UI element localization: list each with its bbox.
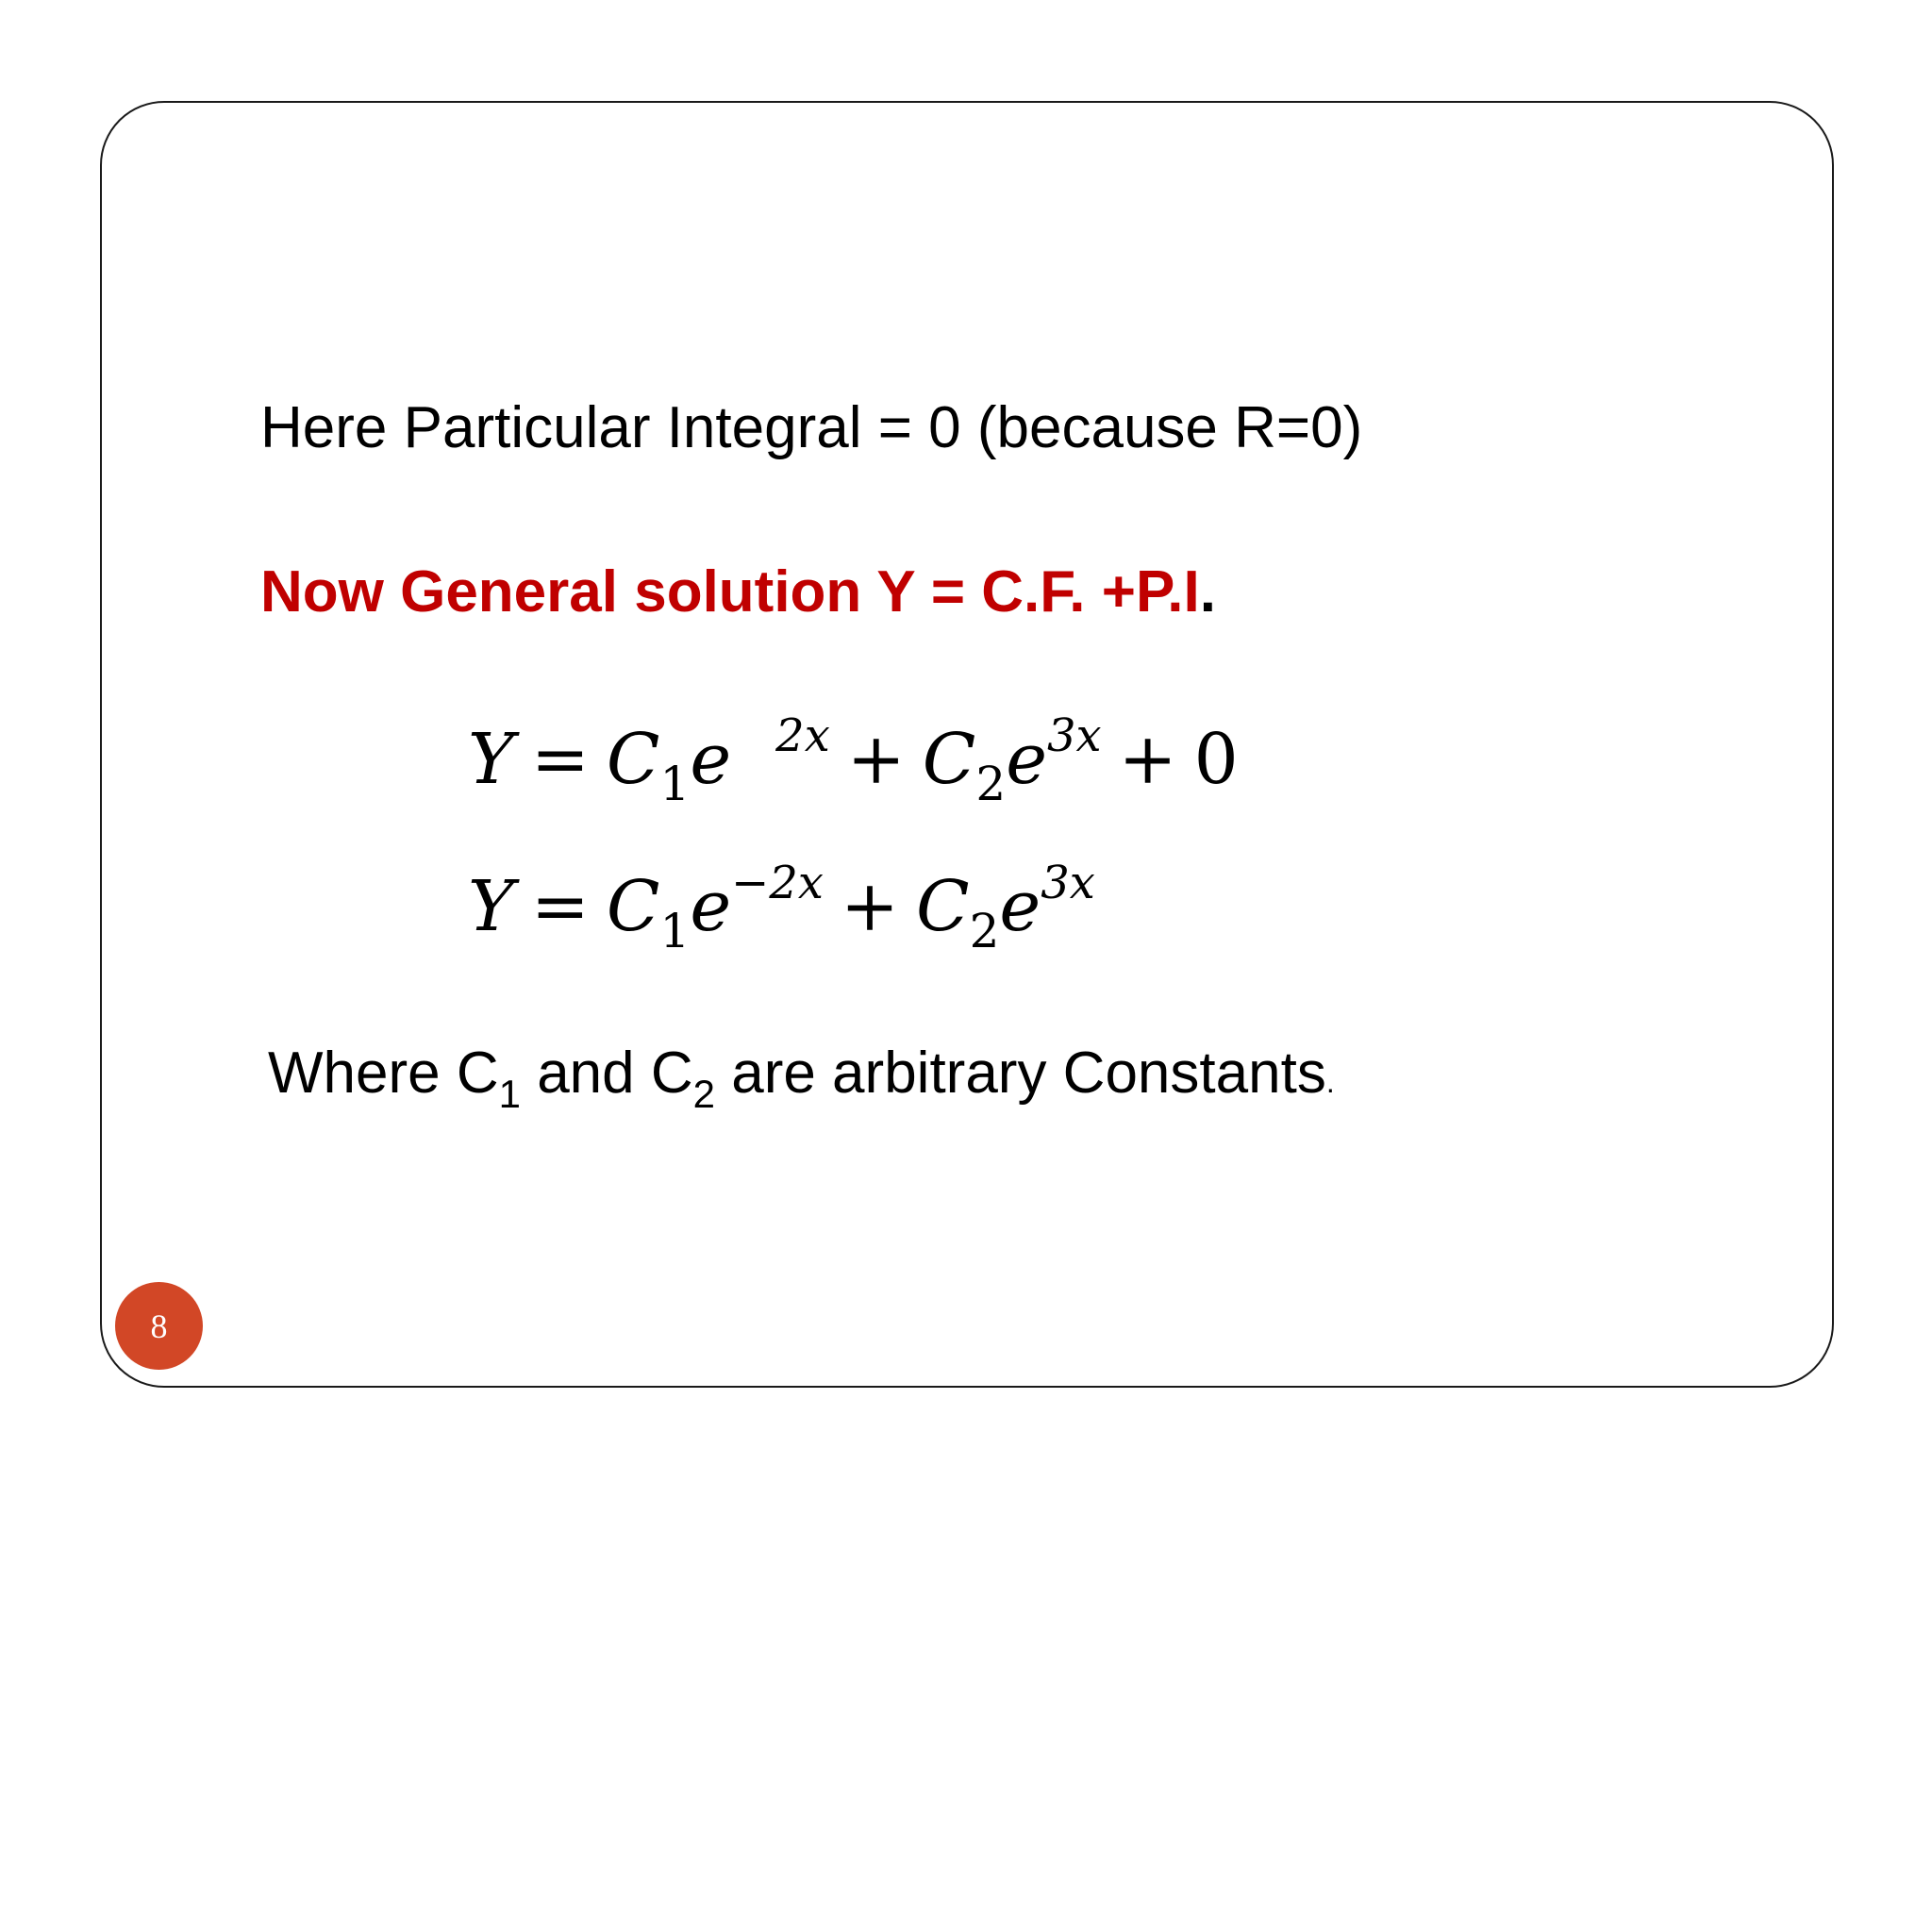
eq1-c1: C xyxy=(606,719,660,800)
and-c-text: and C xyxy=(520,1041,693,1106)
eq1-zero: 0 xyxy=(1193,719,1239,800)
note-period: . xyxy=(1325,1065,1335,1099)
general-solution-text: Now General solution Y = C.F. +P.I xyxy=(260,559,1200,625)
eq1-e1: e xyxy=(690,719,732,800)
eq1-plus1: + xyxy=(846,719,906,800)
eq2-exp1: −2x xyxy=(731,857,824,909)
eq1-c1-sub: 1 xyxy=(659,757,691,811)
eq1-c2: C xyxy=(922,719,976,800)
where-c-text: Where C xyxy=(268,1041,499,1106)
heading-period: . xyxy=(1199,559,1216,625)
eq1-lhs: Y xyxy=(468,719,514,800)
eq2-c1: C xyxy=(606,866,660,947)
c1-subscript: 1 xyxy=(498,1072,521,1116)
eq2-lhs: Y xyxy=(468,866,514,947)
eq1-equals: = xyxy=(530,719,590,800)
constants-note xyxy=(268,1040,1335,1117)
c2-subscript: 2 xyxy=(692,1072,715,1116)
eq1-exp1: 2x xyxy=(775,709,830,762)
eq1-exp2: 3x xyxy=(1047,709,1102,762)
particular-integral-text: Here Particular Integral = 0 (because R=0) xyxy=(260,395,1363,460)
eq2-c1-sub: 1 xyxy=(659,904,691,958)
eq2-exp2: 3x xyxy=(1041,857,1095,909)
eq1-c2-sub: 2 xyxy=(975,757,1007,811)
eq2-e2: e xyxy=(999,866,1041,947)
general-solution-heading xyxy=(260,558,1216,625)
equation-2 xyxy=(468,857,1095,958)
eq1-e2: e xyxy=(1006,719,1048,800)
eq2-e1: e xyxy=(690,866,732,947)
eq1-plus2: + xyxy=(1118,719,1177,800)
arbitrary-constants-text: are arbitrary Constants xyxy=(715,1041,1326,1106)
equation-1 xyxy=(468,709,1239,811)
eq2-plus1: + xyxy=(840,866,899,947)
eq2-c2-sub: 2 xyxy=(969,904,1000,958)
page-number-badge: 8 xyxy=(115,1282,203,1370)
eq2-c2: C xyxy=(915,866,970,947)
eq2-equals: = xyxy=(530,866,590,947)
